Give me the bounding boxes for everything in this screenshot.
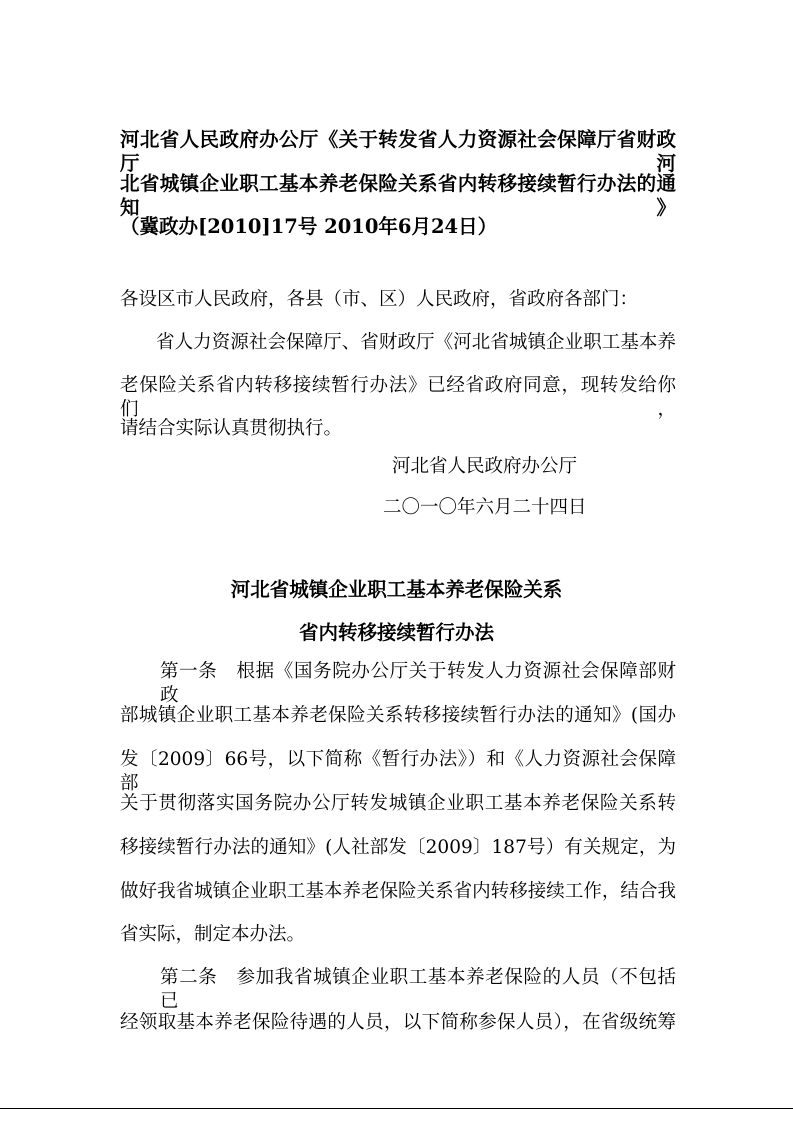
article-1-line-1: 第一条 根据《国务院办公厅关于转发人力资源社会保障部财政 <box>160 661 676 706</box>
article-1-line-3: 发〔2009〕66号，以下简称《暂行办法》）和《人力资源社会保障部 <box>120 749 676 794</box>
page-bottom-rule <box>0 1108 793 1109</box>
article-2-line-1: 第二条 参加我省城镇企业职工基本养老保险的人员（不包括已 <box>160 967 676 1012</box>
notice-body-line-2: 老保险关系省内转移接续暂行办法》已经省政府同意，现转发给你们， <box>120 375 676 420</box>
article-1-line-5: 移接续暂行办法的通知》(人社部发〔2009〕187号）有关规定，为 <box>120 837 676 858</box>
article-1-line-2: 部城镇企业职工基本养老保险关系转移接续暂行办法的通知》(国办 <box>120 705 676 726</box>
article-1-line-6: 做好我省城镇企业职工基本养老保险关系省内转移接续工作，结合我 <box>120 881 676 902</box>
article-1-line-7: 省实际，制定本办法。 <box>120 924 306 945</box>
article-1-line-4: 关于贯彻落实国务院办公厅转发城镇企业职工基本养老保险关系转 <box>120 793 676 814</box>
article-2-line-2: 经领取基本养老保险待遇的人员，以下简称参保人员），在省级统筹 <box>120 1012 676 1033</box>
salutation: 各设区市人民政府，各县（市、区）人民政府，省政府各部门： <box>120 289 639 310</box>
notice-title-line-2: 北省城镇企业职工基本养老保险关系省内转移接续暂行办法的通知》 <box>120 172 676 219</box>
measures-title-line-1: 河北省城镇企业职工基本养老保险关系 <box>230 578 563 601</box>
notice-title-line-3: （冀政办[2010]17号 2010年6月24日） <box>120 215 498 238</box>
notice-title-line-1: 河北省人民政府办公厅《关于转发省人力资源社会保障厅省财政厅河 <box>120 128 676 175</box>
measures-title-line-2: 省内转移接续暂行办法 <box>298 621 494 644</box>
notice-body-line-3: 请结合实际认真贯彻执行。 <box>120 418 343 439</box>
issuer: 河北省人民政府办公厅 <box>392 456 578 477</box>
issue-date: 二〇一〇年六月二十四日 <box>383 497 587 518</box>
notice-body-line-1: 省人力资源社会保障厅、省财政厅《河北省城镇企业职工基本养 <box>156 332 676 353</box>
